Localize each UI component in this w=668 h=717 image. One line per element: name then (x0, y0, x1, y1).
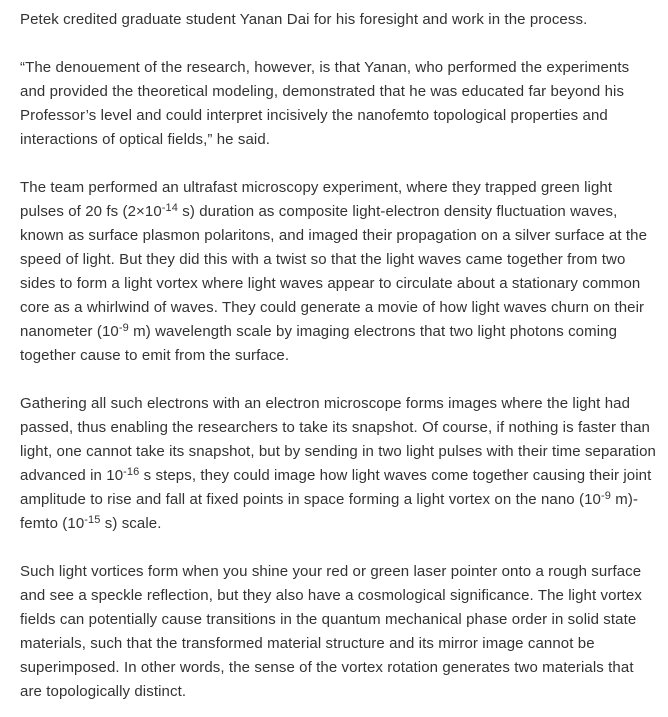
paragraph-text: s) scale. (100, 515, 162, 532)
paragraph-text: Such light vortices form when you shine your red or green laser pointer onto a rough surface and see a speckle reflection, but they also have a cosmological significance. The light vortex fields can potentially cause transitions in the quantum mechanical phase order in solid state materials, such that the transformed material structure and its mirror image cannot be superimposed. In other words, the sense of the vortex rotation generates two materials that are topologically distinct. (20, 563, 642, 700)
paragraph-text: m)-femto (10 (20, 491, 639, 532)
paragraph (20, 56, 658, 152)
paragraph-text: m) wavelength scale by imaging electrons that two light photons coming together cause to emit from the surface. (20, 323, 618, 364)
superscript-exponent: -15 (84, 514, 101, 527)
paragraph (20, 392, 658, 536)
paragraph-text: The team performed an ultrafast microscopy experiment, where they trapped green light pulses of 20 fs (2×10 (20, 179, 613, 220)
superscript-exponent: -9 (601, 490, 611, 503)
paragraph-text: s steps, they could image how light waves come together causing their joint amplitude to rise and fall at fixed points in space forming a light vortex on the nano (10 (20, 467, 652, 508)
superscript-exponent: -9 (118, 322, 129, 335)
paragraph (20, 8, 658, 32)
paragraph (20, 176, 658, 368)
paragraph-text: s) duration as composite light-electron density fluctuation waves, known as surface plasmon polaritons, and imaged their propagation on a silver surface at the speed of light. But they did this with a twist so that the light waves came together from two sides to form a light vortex where light waves appear to circulate about a stationary common core as a whirlwind of waves. They could generate a movie of how light waves churn on their nanometer (10 (20, 203, 648, 340)
paragraph-text: “The denouement of the research, however, is that Yanan, who performed the experiments and provided the theoretical modeling, demonstrated that he was educated far beyond his Professor’s level and could interpret incisively the nanofemto topological properties and interactions of optical fields,” he said. (20, 59, 630, 148)
paragraph (20, 560, 658, 704)
article-body (20, 8, 658, 704)
superscript-exponent: -16 (123, 466, 140, 479)
paragraph-text: Petek credited graduate student Yanan Dai for his foresight and work in the process. (20, 11, 588, 28)
superscript-exponent: -14 (161, 202, 178, 215)
paragraph-text: Gathering all such electrons with an electron microscope forms images where the light had passed, thus enabling the researchers to take its snapshot. Of course, if nothing is faster than light, one cannot take its snapshot, but by sending in two light pulses with their time separation advanced in 10 (20, 395, 656, 484)
